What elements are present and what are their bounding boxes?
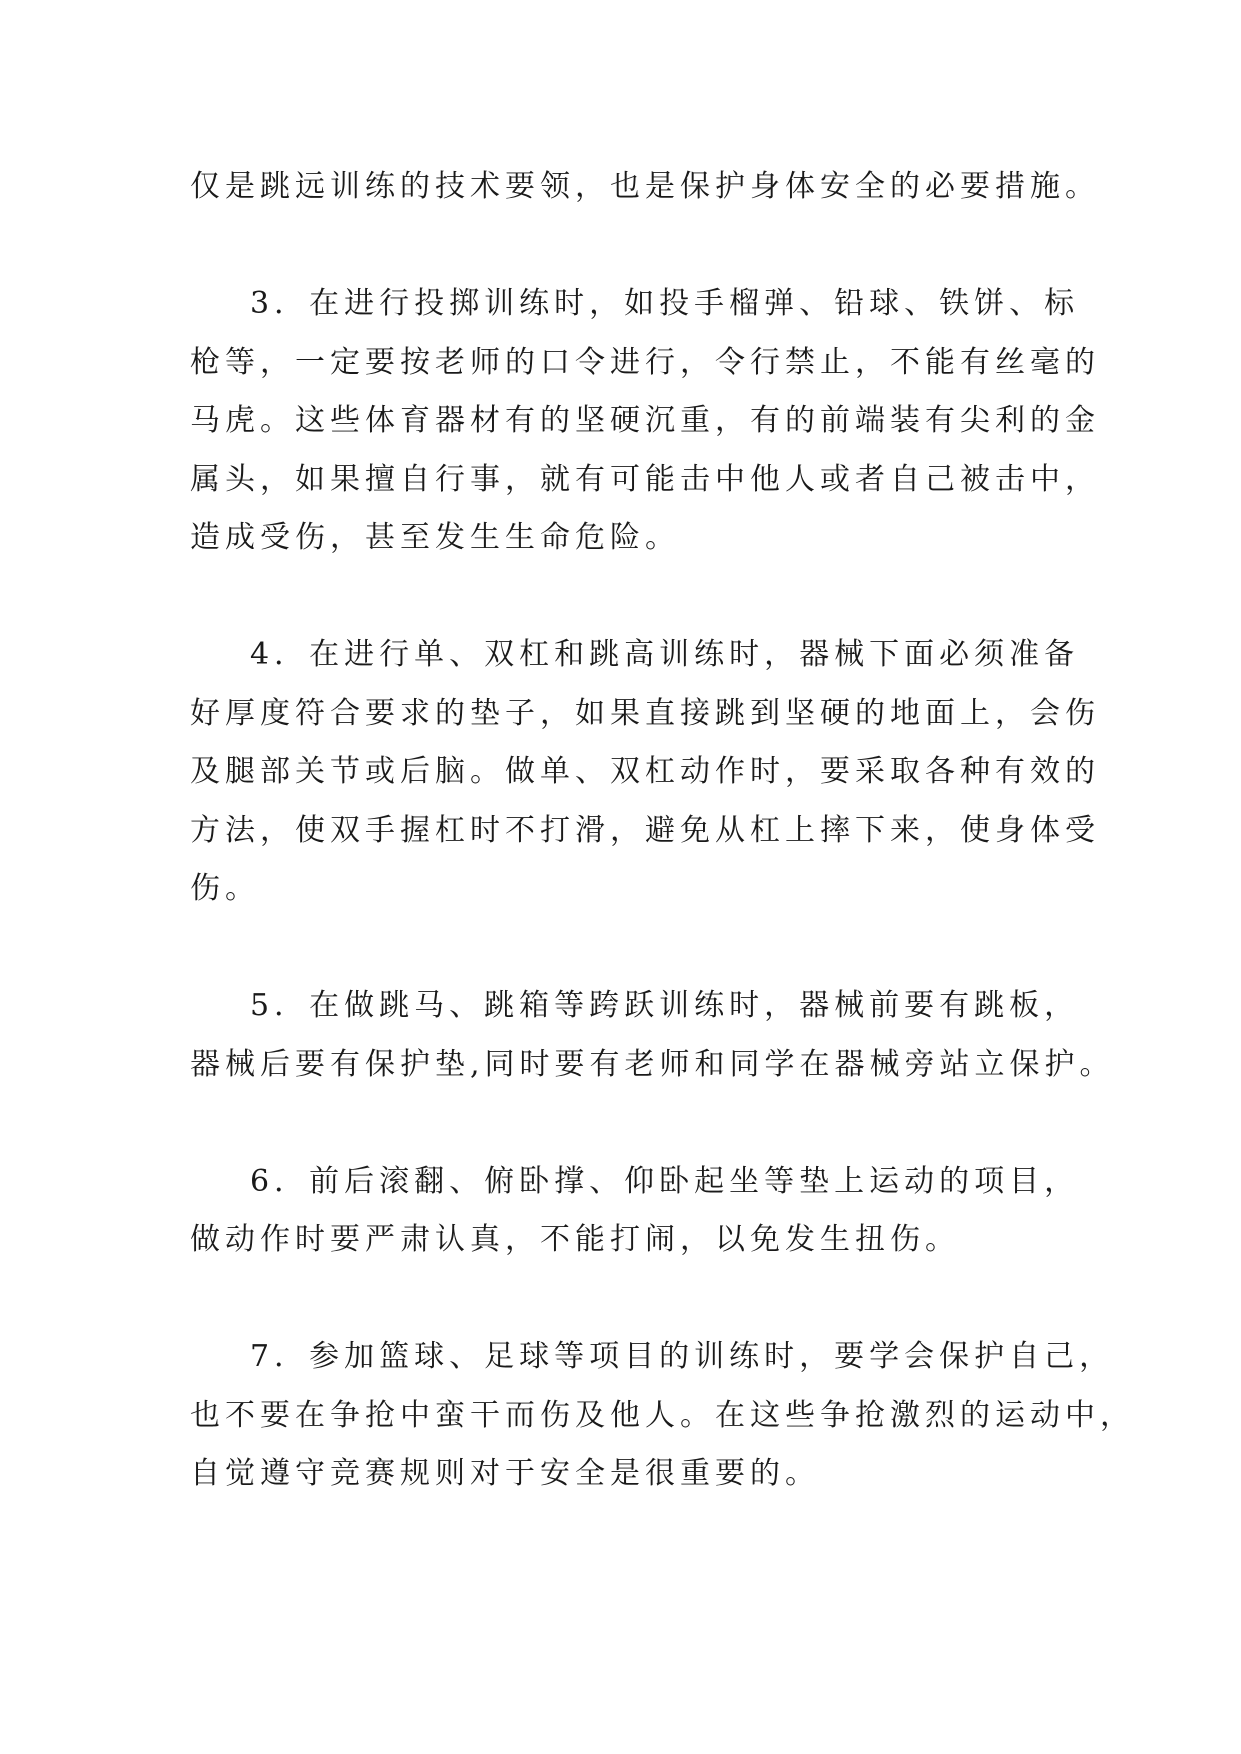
text-line: 7．参加篮球、足球等项目的训练时，要学会保护自己， [250,1339,1115,1374]
paragraph-gap [190,919,1060,978]
text-line: 方法，使双手握杠时不打滑，避免从杠上摔下来，使身体受 [190,812,1100,848]
paragraph-gap [190,568,1060,627]
text-line: 伤。 [190,871,260,906]
text-line: 6．前后滚翻、俯卧撑、仰卧起坐等垫上运动的项目， [250,1163,1080,1199]
paragraph-item-4 [190,626,1100,919]
text-line: 造成受伤，甚至发生生命危险。 [190,520,680,555]
paragraph-item-7 [190,1328,1135,1504]
text-line: 也不要在争抢中蛮干而伤及他人。在这些争抢激烈的运动中， [190,1397,1135,1433]
paragraph-continuation [190,158,1100,217]
text-line: 好厚度符合要求的垫子，如果直接跳到坚硬的地面上，会伤 [190,695,1100,731]
paragraph-item-6 [190,1153,1080,1270]
document-body [190,158,1135,1504]
text-line: 仅是跳远训练的技术要领，也是保护身体安全的必要措施。 [190,169,1100,204]
paragraph-item-5 [190,977,1115,1094]
text-line: 3．在进行投掷训练时，如投手榴弹、铅球、铁饼、标 [250,286,1080,321]
paragraph-item-3 [190,275,1100,568]
text-line: 枪等，一定要按老师的口令进行，令行禁止，不能有丝毫的 [190,344,1100,380]
paragraph-gap [190,217,1060,276]
text-line: 及腿部关节或后脑。做单、双杠动作时，要采取各种有效的 [190,754,1100,789]
text-line: 做动作时要严肃认真，不能打闹，以免发生扭伤。 [190,1222,960,1257]
text-line: 4．在进行单、双杠和跳高训练时，器械下面必须准备 [250,637,1080,672]
text-line: 自觉遵守竞赛规则对于安全是很重要的。 [190,1456,820,1491]
paragraph-gap [190,1270,1060,1329]
text-line: 属头，如果擅自行事，就有可能击中他人或者自己被击中， [190,461,1100,497]
paragraph-gap [190,1094,1060,1153]
text-line: 5．在做跳马、跳箱等跨跃训练时，器械前要有跳板， [250,988,1080,1023]
text-line: 器械后要有保护垫,同时要有老师和同学在器械旁站立保护。 [190,1046,1115,1082]
text-line: 马虎。这些体育器材有的坚硬沉重，有的前端装有尖利的金 [190,403,1100,438]
